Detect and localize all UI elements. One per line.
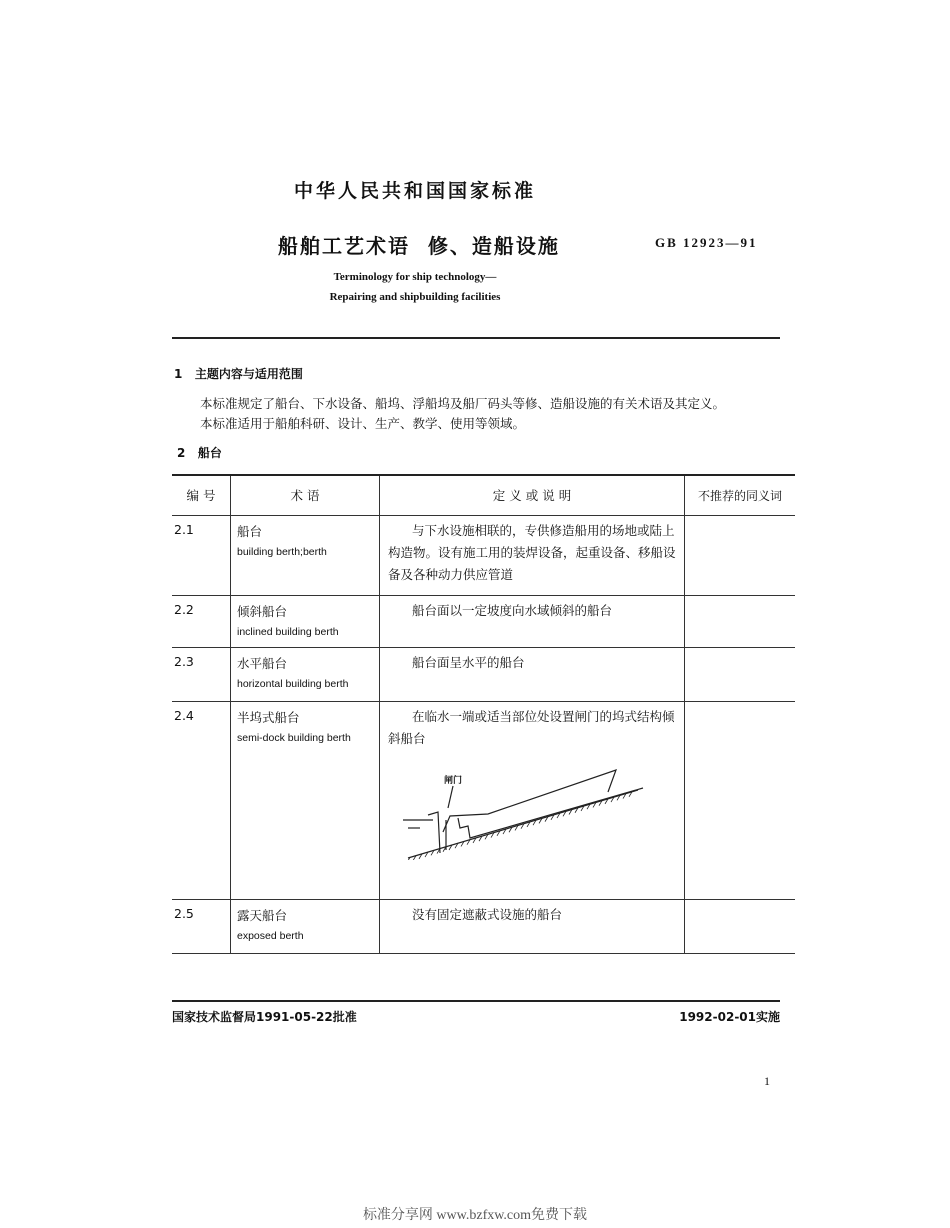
- term-cn: 船台: [237, 523, 263, 539]
- term-number: 2.5: [172, 899, 231, 953]
- synonym: [685, 701, 796, 899]
- term-number: 2.4: [172, 701, 231, 899]
- synonym: [685, 595, 796, 647]
- table-row: [172, 647, 795, 701]
- semi-dock-berth-figure: [388, 750, 678, 860]
- term-number: 2.3: [172, 647, 231, 701]
- berth-diagram: [388, 750, 678, 860]
- term-cn: 半坞式船台: [237, 709, 300, 725]
- header-rule: [172, 337, 780, 339]
- page-number: 1: [764, 1074, 770, 1088]
- col-header-definition: 定 义 或 说 明: [380, 475, 685, 515]
- section2-heading: 2 船台: [177, 446, 222, 460]
- term-cn: 倾斜船台: [237, 603, 288, 619]
- terms-table: [172, 474, 795, 954]
- term-en: building berth;berth: [237, 545, 327, 558]
- col-header-term: 术 语: [231, 475, 380, 515]
- definition: 船台面以一定坡度向水域倾斜的船台: [380, 595, 685, 647]
- implementation-date: 1992-02-01实施: [679, 1010, 780, 1024]
- col-header-number: 编 号: [172, 475, 231, 515]
- standard-code: GB 12923—91: [655, 235, 758, 250]
- definition: 与下水设施相联的，专供修造船用的场地或陆上构造物。设有施工用的装焊设备，起重设备、移船设备及各种动力供应管道: [380, 515, 685, 595]
- term-en: inclined building berth: [237, 625, 339, 638]
- term-en: horizontal building berth: [237, 677, 349, 690]
- table-row: [172, 595, 795, 647]
- table-row: [172, 899, 795, 953]
- section1-para1: 本标准规定了船台、下水设备、船坞、浮船坞及船厂码头等修、造船设施的有关术语及其定义。: [200, 396, 726, 411]
- title-cn: 船舶工艺术语 修、造船设施: [278, 234, 560, 258]
- term-cn: 水平船台: [237, 655, 288, 671]
- term-en: semi-dock building berth: [237, 731, 351, 744]
- definition: 船台面呈水平的船台: [380, 647, 685, 701]
- title-en-line2: Repairing and shipbuilding facilities: [329, 291, 501, 303]
- approval-date: 国家技术监督局1991-05-22批准: [172, 1010, 357, 1024]
- watermark: 标准分享网 www.bzfxw.com免费下载: [362, 1208, 588, 1223]
- col-header-synonym: 不推荐的同义词: [685, 475, 796, 515]
- definition: 没有固定遮蔽式设施的船台: [380, 899, 685, 953]
- gate-label: 闸门: [444, 775, 463, 786]
- term-number: 2.1: [172, 515, 231, 595]
- synonym: [685, 647, 796, 701]
- footer-rule: [172, 1000, 780, 1002]
- title-en-line1: Terminology for ship technology—: [333, 271, 497, 283]
- standard-type: 中华人民共和国国家标准: [293, 180, 536, 202]
- definition: 在临水一端或适当部位处设置闸门的坞式结构倾斜船台 闸门: [380, 701, 685, 899]
- term-en: exposed berth: [237, 929, 304, 942]
- synonym: [685, 899, 796, 953]
- table-row: [172, 701, 795, 899]
- synonym: [685, 515, 796, 595]
- section1-heading: 1 主题内容与适用范围: [174, 367, 303, 381]
- section1-para2: 本标准适用于船舶科研、设计、生产、教学、使用等领域。: [200, 416, 526, 431]
- term-cn: 露天船台: [237, 907, 288, 923]
- table-row: [172, 515, 795, 595]
- term-number: 2.2: [172, 595, 231, 647]
